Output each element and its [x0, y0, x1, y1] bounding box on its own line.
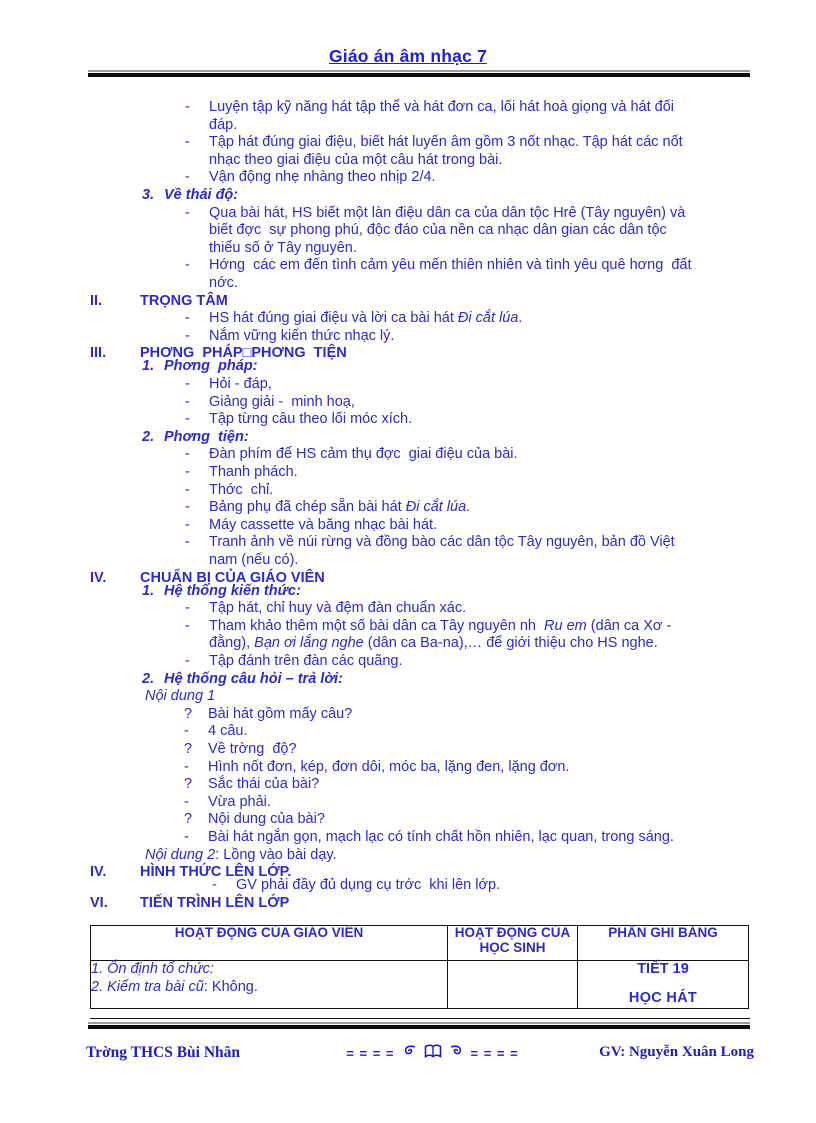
text-segment: Tập hát đúng giai điệu, biết hát luyến âm gồm 3 nốt nhạc. Tập hát các nốt — [209, 134, 683, 151]
text-segment: CHUẨN BỊ CỦA GIÁO VIÊN — [140, 569, 325, 586]
text-segment: Giảng giải - minh hoạ, — [209, 393, 355, 410]
text-segment: Nội dung 1 — [145, 688, 216, 705]
text-segment: Đàn phím để HS cảm thụ đợc giai điệu của bài. — [209, 446, 518, 463]
doc-line-d — [184, 829, 750, 847]
teacher-activity-cell — [91, 961, 448, 1008]
doc-line-note — [145, 688, 750, 706]
doc-line-bullet — [185, 534, 750, 569]
text-segment: Nội dung của bài? — [208, 811, 325, 828]
bullet-marker: - — [185, 617, 190, 634]
col-header-student-activity: HOẠT ĐỘNG CỦA HỌC SINH — [448, 926, 578, 961]
doc-row — [185, 517, 750, 535]
text-segment: đáp. — [209, 116, 238, 133]
item-number: IV. — [90, 864, 107, 881]
question-marker: ? — [184, 705, 193, 722]
doc-row — [185, 117, 750, 135]
doc-line-bullet — [185, 499, 750, 517]
doc-line-bullet — [185, 482, 750, 500]
text-segment: Phơng pháp: — [164, 358, 258, 375]
col-header-board-notes: PHẦN GHI BẢNG — [578, 926, 749, 961]
text-segment: PHƠNG PHÁP□PHƠNG TIỆN — [140, 345, 347, 362]
bullet-marker: - — [185, 310, 190, 327]
doc-row — [185, 275, 750, 293]
text-segment: Qua bài hát, HS biết một làn điệu dân ca của dân tộc Hrê (Tây nguyên) và — [209, 204, 686, 221]
doc-row — [185, 534, 750, 552]
text-segment: Vận động nhẹ nhàng theo nhịp 2/4. — [209, 169, 436, 186]
item-number: II. — [90, 292, 103, 309]
bullet-marker: - — [184, 828, 189, 845]
doc-row — [185, 464, 750, 482]
doc-row — [185, 552, 750, 570]
text-segment: Bạn ơi lắng nghe — [254, 635, 364, 652]
doc-line-sub — [142, 358, 750, 376]
text-segment: HS hát đúng giai điệu và lời ca bài hát — [209, 310, 458, 327]
page-footer — [86, 1044, 754, 1062]
footer-equals-right: = = = = — [470, 1045, 519, 1061]
doc-line-note — [145, 847, 750, 865]
text-segment: Đi cắt lúa — [457, 310, 519, 327]
doc-line-bullet — [185, 517, 750, 535]
text-segment: Luyện tập kỹ năng hát tập thể và hát đơn ca, lối hát hoà giọng và hát đối — [209, 99, 674, 115]
item-number: IV. — [90, 569, 107, 586]
doc-row — [185, 411, 750, 429]
table-header-row — [91, 926, 749, 961]
doc-line-d — [184, 723, 750, 741]
floral-curl-right-icon — [449, 1044, 464, 1062]
text-segment: . — [518, 310, 523, 327]
doc-line-bullet — [185, 376, 750, 394]
bullet-marker: - — [184, 793, 189, 810]
text-segment: TRỌNG TÂM — [140, 292, 228, 309]
text-segment: Hệ thống kiến thức: — [164, 582, 301, 599]
text-segment: Nội dung 2 — [145, 846, 216, 863]
doc-line-section — [90, 895, 750, 913]
text-segment: Bảng phụ đã chép sẵn bài hát — [209, 499, 406, 516]
doc-line-d — [184, 794, 750, 812]
bullet-marker: - — [185, 169, 190, 186]
doc-row — [184, 706, 750, 724]
text-segment: Thớc chỉ. — [209, 481, 274, 498]
text-segment: Phơng tiện: — [164, 428, 249, 445]
text-segment: GV phải đầy đủ dụng cụ trớc khi lên lớp. — [236, 877, 501, 894]
col-header-teacher-activity: HOẠT ĐỘNG CỦA GIÁO VIÊN — [91, 926, 448, 961]
document-lines — [90, 99, 750, 912]
text-segment: HÌNH THỨC LÊN LỚP. — [140, 864, 292, 881]
text-segment: Hỏi - đáp, — [209, 376, 272, 392]
item-number: 1. — [142, 582, 155, 599]
doc-line-bullet — [185, 446, 750, 464]
doc-line-bullet — [185, 328, 750, 346]
doc-line-bullet — [185, 394, 750, 412]
text-segment: Về trờng độ? — [208, 740, 297, 757]
doc-line-d — [184, 759, 750, 777]
bullet-marker: - — [212, 877, 217, 894]
open-book-icon — [424, 1044, 442, 1062]
board-notes-cell — [578, 961, 749, 1008]
text-segment: thiểu số ở Tây nguyên. — [209, 239, 357, 256]
doc-line-bullet — [185, 134, 750, 169]
bullet-marker: - — [185, 376, 190, 392]
text-segment: Hình nốt đơn, kép, đơn dôi, móc ba, lặng đen, lặng đơn. — [208, 758, 570, 775]
doc-row — [185, 482, 750, 500]
doc-line-bullet — [185, 411, 750, 429]
text-segment: đằng), — [209, 635, 255, 652]
text-segment: : Lồng vào bài dạy. — [215, 846, 337, 863]
footer-teacher-name: GV: Nguyễn Xuân Long — [599, 1044, 754, 1060]
doc-line-q — [184, 706, 750, 724]
text-segment: Tập từng câu theo lối móc xích. — [209, 411, 413, 428]
text-segment: Về thái độ: — [164, 186, 239, 203]
item-number: 2. — [142, 428, 155, 445]
item-number: 2. — [142, 670, 155, 687]
bullet-marker: - — [185, 446, 190, 463]
doc-row — [185, 310, 750, 328]
doc-row — [185, 134, 750, 152]
text-segment: nam (nếu có). — [209, 551, 299, 568]
doc-line-bullet — [185, 653, 750, 671]
doc-line-bullet-deep — [212, 877, 750, 895]
text-segment: Tham khảo thêm một số bài dân ca Tây nguyên nh — [209, 617, 545, 634]
bullet-marker: - — [185, 257, 190, 274]
list-item: 2. Kiểm tra bài cũ: Không. — [91, 978, 258, 995]
doc-row — [184, 829, 750, 847]
doc-row — [185, 152, 750, 170]
text-segment: (dân ca Ba-na),… để giới thiệu cho HS nghe. — [363, 635, 658, 652]
bullet-marker: - — [185, 411, 190, 428]
doc-row — [185, 618, 750, 636]
doc-row — [184, 759, 750, 777]
lesson-number: TIẾT 19 — [637, 961, 689, 978]
doc-line-sub — [142, 187, 750, 205]
text-segment: nớc. — [209, 274, 238, 291]
doc-row — [184, 776, 750, 794]
doc-line-bullet — [185, 257, 750, 292]
doc-line-sub — [142, 429, 750, 447]
text-segment: Thanh phách. — [209, 463, 298, 480]
table-row — [91, 961, 749, 1008]
doc-row — [185, 169, 750, 187]
doc-line-section — [90, 293, 750, 311]
doc-line-bullet — [185, 169, 750, 187]
text-segment: Hệ thống câu hỏi – trả lời: — [164, 670, 343, 687]
doc-row — [185, 499, 750, 517]
bullet-marker: - — [185, 327, 190, 344]
item-number: III. — [90, 345, 107, 362]
doc-line-q — [184, 776, 750, 794]
doc-row — [185, 394, 750, 412]
text-segment: Ru em — [544, 617, 587, 634]
doc-row — [185, 99, 750, 117]
doc-line-sub — [142, 583, 750, 601]
text-segment: 4 câu. — [208, 723, 248, 740]
text-segment: Sắc thái của bài? — [208, 776, 320, 793]
doc-line-bullet — [185, 464, 750, 482]
footer-ornament — [326, 1044, 539, 1062]
doc-row — [185, 376, 750, 394]
list-item: 1. Ổn định tổ chức: — [91, 961, 214, 978]
bullet-marker: - — [185, 653, 190, 669]
text-segment: Đi cắt lúa — [405, 499, 467, 516]
bullet-marker: - — [185, 463, 190, 480]
floral-curl-left-icon — [402, 1044, 417, 1062]
bullet-marker: - — [184, 723, 189, 740]
bullet-marker: - — [185, 134, 190, 151]
text-segment: biết đợc sự phong phú, độc đáo của nền ca nhạc dân gian các dân tộc — [209, 222, 667, 239]
doc-line-sub — [142, 671, 750, 689]
doc-row — [185, 257, 750, 275]
text-segment: Tập hát, chỉ huy và đệm đàn chuẩn xác. — [209, 600, 467, 617]
text-segment: TIẾN TRÌNH LÊN LỚP — [140, 894, 290, 911]
item-number: 1. — [142, 358, 155, 375]
bullet-marker: - — [185, 499, 190, 516]
doc-row — [185, 328, 750, 346]
text-segment: . — [466, 499, 471, 516]
lesson-table-wrapper — [90, 925, 750, 1019]
doc-line-q — [184, 811, 750, 829]
footer-rule — [88, 1022, 750, 1030]
bullet-marker: - — [185, 99, 190, 115]
page-title: Giáo án âm nhạc 7 — [328, 46, 488, 66]
doc-line-q — [184, 741, 750, 759]
doc-line-bullet — [185, 618, 750, 653]
bullet-marker: - — [184, 758, 189, 775]
text-segment: Tranh ảnh về núi rừng và đồng bào các dân tộc Tây nguyên, bản đồ Việt — [209, 534, 675, 551]
doc-row — [185, 653, 750, 671]
bullet-marker: - — [185, 600, 190, 617]
bullet-marker: - — [185, 534, 190, 551]
text-segment: Tập đánh trên đàn các quãng. — [209, 653, 403, 669]
doc-row — [184, 811, 750, 829]
doc-line-bullet — [185, 310, 750, 328]
bullet-marker: - — [185, 516, 190, 533]
doc-row — [185, 600, 750, 618]
doc-row — [185, 635, 750, 653]
question-marker: ? — [184, 776, 193, 793]
doc-row — [212, 877, 750, 895]
text-segment: Vừa phải. — [208, 793, 271, 810]
lesson-table — [90, 925, 749, 1008]
document-body — [90, 99, 750, 1019]
footer-school-name: Trờng THCS Bùi Nhân — [86, 1044, 241, 1061]
student-activity-cell — [448, 961, 578, 1008]
doc-line-bullet — [185, 99, 750, 134]
text-segment: Hớng các em đến tình cảm yêu mến thiên nhiên và tình yêu quê hơng đất — [209, 257, 692, 274]
bullet-marker: - — [185, 481, 190, 498]
bullet-marker: - — [185, 204, 190, 221]
item-number: VI. — [90, 894, 108, 911]
doc-line-bullet — [185, 205, 750, 258]
header-rule — [88, 70, 750, 78]
question-marker: ? — [184, 740, 193, 757]
question-marker: ? — [184, 811, 193, 828]
doc-row — [185, 240, 750, 258]
text-segment: Bài hát ngắn gọn, mạch lạc có tính chất hồn nhiên, lạc quan, trong sáng. — [208, 828, 674, 845]
lesson-title-clipped: HỌC HÁT — [628, 990, 698, 1006]
doc-row — [185, 205, 750, 223]
doc-row — [185, 222, 750, 240]
text-segment: Máy cassette và băng nhạc bài hát. — [209, 516, 438, 533]
doc-row — [184, 723, 750, 741]
text-segment: (dân ca Xơ - — [586, 617, 672, 634]
text-segment: Bài hát gồm mấy câu? — [208, 705, 353, 722]
doc-row — [185, 446, 750, 464]
text-segment: Nắm vững kiến thức nhạc lý. — [209, 327, 395, 344]
doc-row — [184, 741, 750, 759]
doc-line-bullet — [185, 600, 750, 618]
item-number: 3. — [142, 186, 155, 203]
text-segment: nhạc theo giai điệu của một câu hát trong bài. — [209, 151, 503, 168]
doc-row — [184, 794, 750, 812]
bullet-marker: - — [185, 393, 190, 410]
footer-equals-left: = = = = — [346, 1045, 395, 1061]
